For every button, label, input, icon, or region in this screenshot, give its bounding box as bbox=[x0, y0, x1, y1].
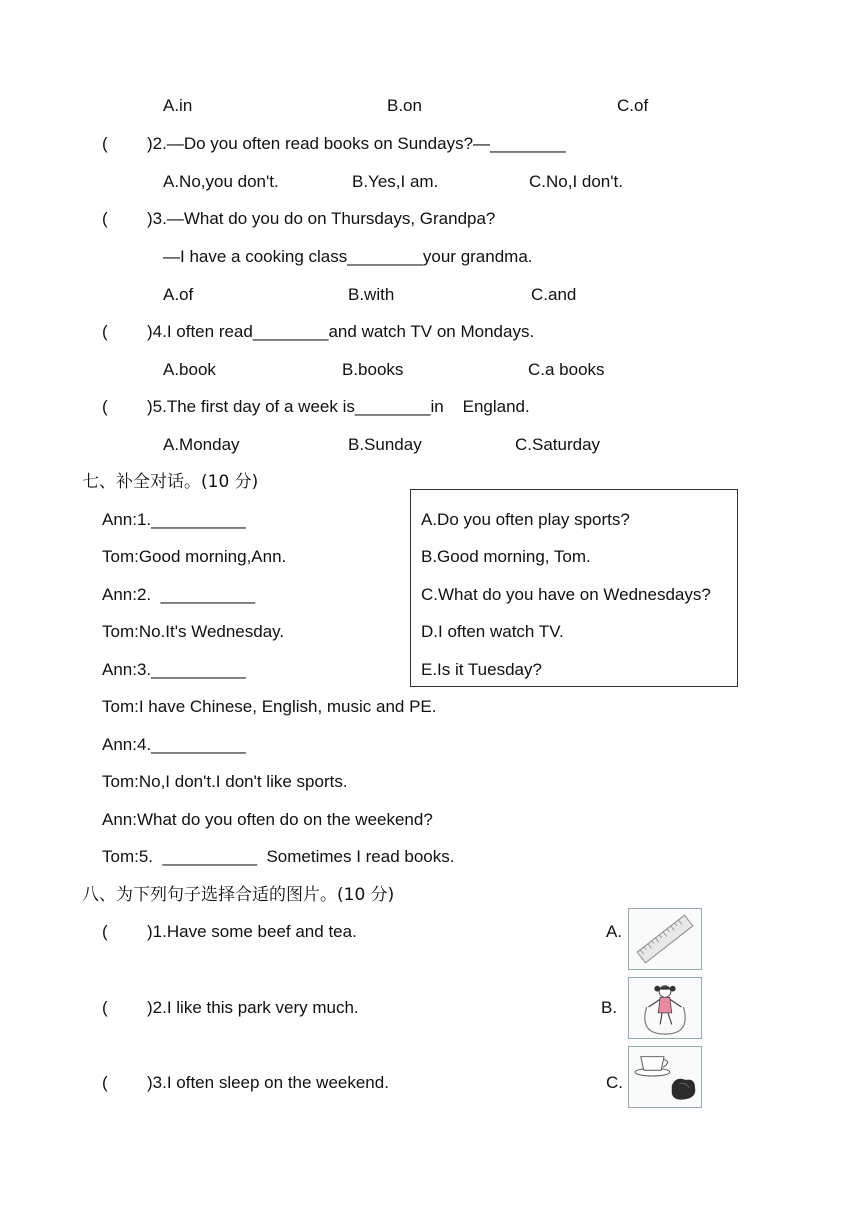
q3-option-a: A.of bbox=[163, 285, 194, 304]
option-item: D.I often watch TV. bbox=[421, 622, 564, 641]
tea-cup-and-beef-picture bbox=[628, 1046, 702, 1108]
dialogue-line: Ann:1.__________ bbox=[102, 510, 246, 529]
q5-question: )5.The first day of a week is________in England. bbox=[147, 397, 530, 416]
q4-option-b: B.books bbox=[342, 360, 404, 379]
option-item: A.Do you often play sports? bbox=[421, 510, 630, 529]
q4-option-a: A.book bbox=[163, 360, 216, 379]
dialogue-line: Tom:I have Chinese, English, music and PE. bbox=[102, 697, 437, 716]
q5-option-a: A.Monday bbox=[163, 435, 240, 454]
dialogue-line: Tom:No,I don't.I don't like sports. bbox=[102, 772, 348, 791]
option-item: B.Good morning, Tom. bbox=[421, 547, 591, 566]
match-sentence: )3.I often sleep on the weekend. bbox=[147, 1073, 389, 1092]
option-item: E.Is it Tuesday? bbox=[421, 660, 542, 679]
q2-question: )2.—Do you often read books on Sundays?—________ bbox=[147, 134, 566, 153]
dialogue-line: Tom:Good morning,Ann. bbox=[102, 547, 287, 566]
section8-title: 八、为下列句子选择合适的图片。(10 分) bbox=[82, 885, 395, 905]
option-item: C.What do you have on Wednesdays? bbox=[421, 585, 711, 604]
picture-letter: C. bbox=[606, 1073, 623, 1092]
match-paren: ( bbox=[102, 922, 108, 941]
q3-paren: ( bbox=[102, 209, 108, 228]
match-sentence: )2.I like this park very much. bbox=[147, 998, 359, 1017]
q3-option-b: B.with bbox=[348, 285, 395, 304]
q5-option-c: C.Saturday bbox=[515, 435, 601, 454]
q3-answer-line: —I have a cooking class________your grandma. bbox=[163, 247, 533, 266]
dialogue-line: Tom:No.It's Wednesday. bbox=[102, 622, 285, 641]
q5-option-b: B.Sunday bbox=[348, 435, 422, 454]
dialogue-line: Ann:2. __________ bbox=[102, 585, 256, 604]
match-sentence: )1.Have some beef and tea. bbox=[147, 922, 357, 941]
q2-paren: ( bbox=[102, 134, 108, 153]
q4-paren: ( bbox=[102, 322, 108, 341]
q2-option-c: C.No,I don't. bbox=[529, 172, 623, 191]
q1-option-c: C.of bbox=[617, 96, 649, 115]
picture-letter: A. bbox=[606, 922, 623, 941]
section7-title: 七、补全对话。(10 分) bbox=[82, 472, 259, 492]
dialogue-line: Tom:5. __________ Sometimes I read books. bbox=[102, 847, 455, 866]
match-paren: ( bbox=[102, 1073, 108, 1092]
dialogue-line: Ann:3.__________ bbox=[102, 660, 246, 679]
picture-letter: B. bbox=[601, 998, 618, 1017]
girl-jumping-rope-picture bbox=[628, 977, 702, 1039]
q1-option-a: A.in bbox=[163, 96, 193, 115]
dialogue-line: Ann:What do you often do on the weekend? bbox=[102, 810, 433, 829]
match-paren: ( bbox=[102, 998, 108, 1017]
q2-option-b: B.Yes,I am. bbox=[352, 172, 439, 191]
q3-question: )3.—What do you do on Thursdays, Grandpa? bbox=[147, 209, 496, 228]
q4-question: )4.I often read________and watch TV on Mondays. bbox=[147, 322, 535, 341]
ruler-picture bbox=[628, 908, 702, 970]
dialogue-line: Ann:4.__________ bbox=[102, 735, 246, 754]
q3-option-c: C.and bbox=[531, 285, 577, 304]
q2-option-a: A.No,you don't. bbox=[163, 172, 279, 191]
q1-option-b: B.on bbox=[387, 96, 422, 115]
q5-paren: ( bbox=[102, 397, 108, 416]
q4-option-c: C.a books bbox=[528, 360, 605, 379]
